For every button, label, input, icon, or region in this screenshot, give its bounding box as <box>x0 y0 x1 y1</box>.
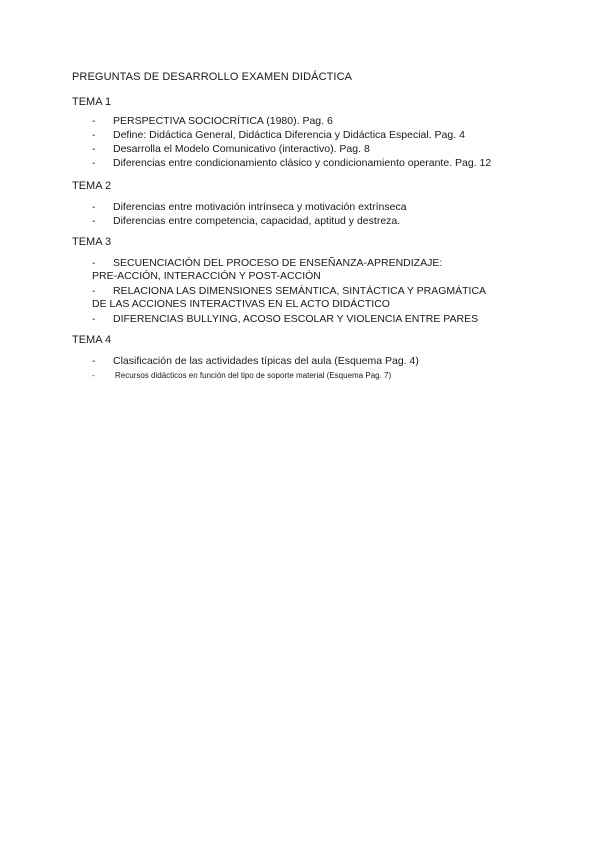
bullet-dash: - <box>92 115 96 127</box>
tema-4-heading: TEMA 4 <box>72 334 112 346</box>
list-item: - Clasificación de las actividades típicas del aula (Esquema Pag. 4) <box>92 355 419 367</box>
list-item: - Diferencias entre motivación intrínseca y motivación extrínseca <box>92 201 407 213</box>
bullet-dash: - <box>92 313 96 325</box>
bullet-dash: - <box>92 257 96 269</box>
list-item: - Desarrolla el Modelo Comunicativo (interactivo). Pag. 8 <box>92 143 370 155</box>
document-title: PREGUNTAS DE DESARROLLO EXAMEN DIDÁCTICA <box>72 71 353 83</box>
bullet-dash: - <box>92 215 96 227</box>
bullet-dash: - <box>92 129 96 141</box>
list-item: - DIFERENCIAS BULLYING, ACOSO ESCOLAR Y VIOLENCIA ENTRE PARES <box>92 313 479 325</box>
list-item: - Diferencias entre condicionamiento clásico y condicionamiento operante. Pag. 12 <box>92 157 492 169</box>
list-item: - PERSPECTIVA SOCIOCRÍTICA (1980). Pag. 6 <box>92 115 333 127</box>
list-item: - Define: Didáctica General, Didáctica Diferencia y Didáctica Especial. Pag. 4 <box>92 129 465 141</box>
list-item-continuation: PRE-ACCIÓN, INTERACCIÓN Y POST-ACCIÓN <box>92 270 321 282</box>
list-item: - RELACIONA LAS DIMENSIONES SEMÁNTICA, SINTÁCTICA Y PRAGMÁTICA <box>92 285 487 297</box>
bullet-dash: - <box>92 143 96 155</box>
bullet-dash: - <box>92 285 96 297</box>
list-item-continuation: DE LAS ACCIONES INTERACTIVAS EN EL ACTO DIDÁCTICO <box>92 298 390 310</box>
bullet-dash: - <box>92 371 95 380</box>
tema-2-heading: TEMA 2 <box>72 180 112 192</box>
bullet-dash: - <box>92 157 96 169</box>
list-item: - SECUENCIACIÓN DEL PROCESO DE ENSEÑANZA-APRENDIZAJE: <box>92 257 443 269</box>
bullet-dash: - <box>92 201 96 213</box>
tema-3-heading: TEMA 3 <box>72 236 112 248</box>
list-item: - Diferencias entre competencia, capacidad, aptitud y destreza. <box>92 215 401 227</box>
bullet-dash: - <box>92 355 96 367</box>
list-item: - Recursos didácticos en función del tipo de soporte material (Esquema Pag. 7) <box>92 371 392 380</box>
tema-1-heading: TEMA 1 <box>72 96 112 108</box>
